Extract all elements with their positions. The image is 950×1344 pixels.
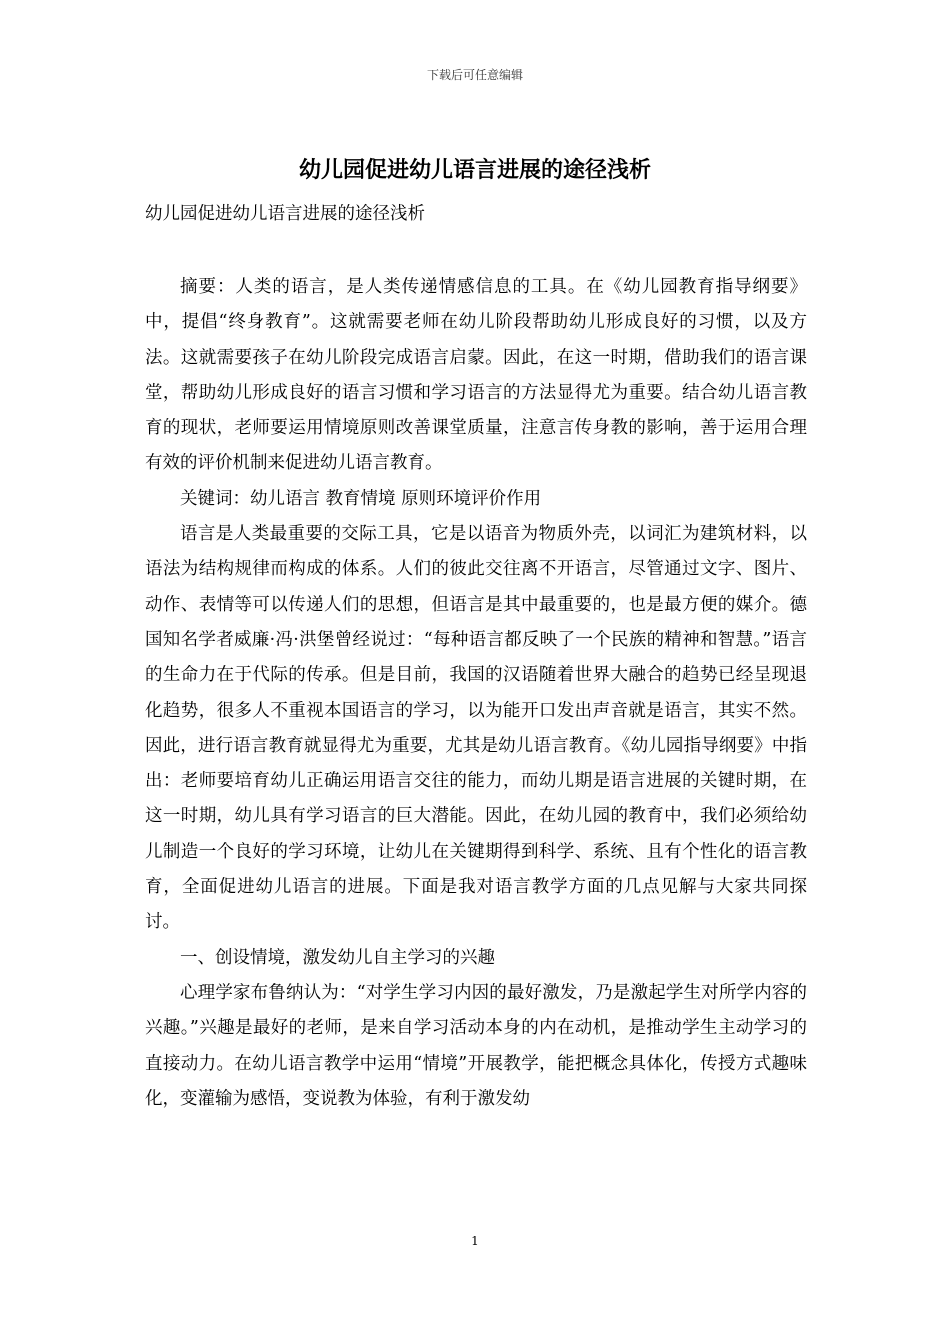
- intro-paragraph: 语言是人类最重要的交际工具，它是以语音为物质外壳，以词汇为建筑材料，以语法为结构规律而构成的体系。人们的彼此交往离不开语言，尽管通过文字、图片、动作、表情等可以传递人们的思想，但语言是其中最重要的，也是最方便的媒介。德国知名学者威廉·冯·洪堡曾经说过：“每种语言都反映了一个民族的精神和智慧。”语言的生命力在于代际的传承。但是目前，我国的汉语随着世界大融合的趋势已经呈现退化趋势，很多人不重视本国语言的学习，以为能开口发出声音就是语言，其实不然。因此，进行语言教育就显得尤为重要，尤其是幼儿语言教育。《幼儿园指导纲要》中指出：老师要培育幼儿正确运用语言交往的能力，而幼儿期是语言进展的关键时期，在这一时期，幼儿具有学习语言的巨大潜能。因此，在幼儿园的教育中，我们必须给幼儿制造一个良好的学习环境，让幼儿在关键期得到科学、系统、且有个性化的语言教育，全面促进幼儿语言的进展。下面是我对语言教学方面的几点见解与大家共同探讨。: [145, 524, 807, 933]
- section-paragraph: 心理学家布鲁纳认为：“对学生学习内因的最好激发，乃是激起学生对所学内容的兴趣。”兴趣是最好的老师，是来自学习活动本身的内在动机，是推动学生主动学习的直接动力。在幼儿语言教学中运用“情境”开展教学，能把概念具体化，传授方式趣味化，变灌输为感悟，变说教为体验，有利于激发幼: [145, 982, 807, 1109]
- abstract-paragraph: 摘要：人类的语言，是人类传递情感信息的工具。在《幼儿园教育指导纲要》中，提倡“终身教育”。这就需要老师在幼儿阶段帮助幼儿形成良好的习惯，以及方法。这就需要孩子在幼儿阶段完成语言启蒙。因此，在这一时期，借助我们的语言课堂，帮助幼儿形成良好的语言习惯和学习语言的方法显得尤为重要。结合幼儿语言教育的现状，老师要运用情境原则改善课堂质量，注意言传身教的影响，善于运用合理有效的评价机制来促进幼儿语言教育。: [145, 277, 807, 474]
- document-title: 幼儿园促进幼儿语言进展的途径浅析: [298, 157, 651, 183]
- page-number: 1: [471, 1234, 479, 1248]
- document-subtitle: 幼儿园促进幼儿语言进展的途径浅析: [145, 204, 425, 224]
- header-note: 下载后可任意编辑: [426, 68, 523, 82]
- keywords-paragraph: 关键词：幼儿语言 教育情境 原则环境评价作用: [180, 488, 542, 509]
- section-heading: 一、创设情境，激发幼儿自主学习的兴趣: [180, 947, 495, 968]
- document-body: [145, 270, 807, 1117]
